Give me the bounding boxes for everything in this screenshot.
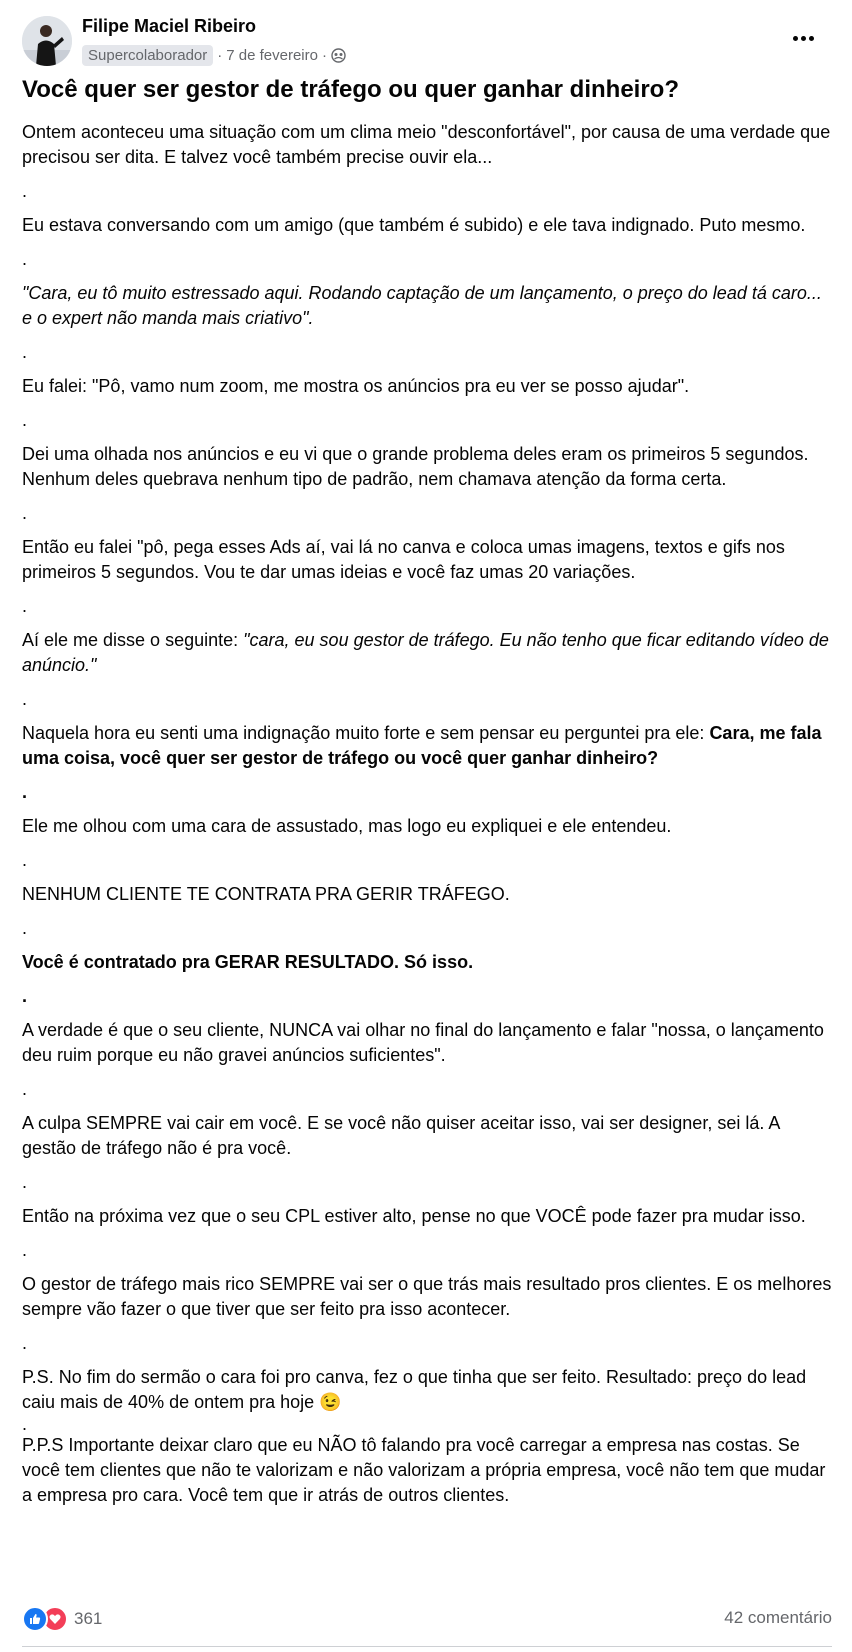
- paragraph: Ele me olhou com uma cara de assustado, mas logo eu expliquei e ele entendeu.: [22, 816, 672, 836]
- post-meta: [82, 42, 346, 68]
- post-footer: [22, 1598, 832, 1638]
- dot-separator: .: [22, 1172, 28, 1192]
- dot-separator: .: [22, 782, 28, 802]
- paragraph: O gestor de tráfego mais rico SEMPRE vai ser o que trás mais resultado pros clientes. E os melhores sempre vão fazer o que tiver que ser feito pra isso acontecer.: [22, 1274, 832, 1319]
- paragraph: [22, 628, 832, 678]
- paragraph: Dei uma olhada nos anúncios e eu vi que o grande problema deles eram os primeiros 5 segundos. Nenhum deles quebrava nenhum tipo de padrão, nem chamava atenção da forma certa.: [22, 444, 809, 489]
- post-header: [22, 14, 832, 72]
- dot-separator: .: [22, 596, 28, 616]
- bold-paragraph: Você é contratado pra GERAR RESULTADO. Só isso.: [22, 952, 474, 972]
- dot-separator: .: [22, 1240, 28, 1260]
- dot-separator: .: [22, 342, 28, 362]
- paragraph-text: Naquela hora eu senti uma indignação muito forte e sem pensar eu perguntei pra ele:: [22, 723, 710, 743]
- paragraph: Eu falei: "Pô, vamo num zoom, me mostra os anúncios pra eu ver se posso ajudar".: [22, 376, 690, 396]
- paragraph: P.P.S Importante deixar claro que eu NÃO tô falando pra você carregar a empresa nas costas. Se você tem clientes que não te valorizam e não valorizam a própria empresa, você não tem que mudar a empresa pro cara. Você tem que ir atrás de outros clientes.: [22, 1435, 826, 1505]
- meta-separator: ·: [217, 46, 223, 64]
- audience-group-icon: [331, 48, 346, 63]
- paragraph: NENHUM CLIENTE TE CONTRATA PRA GERIR TRÁFEGO.: [22, 884, 510, 904]
- paragraph: [22, 1365, 832, 1415]
- dot-separator: .: [22, 1079, 28, 1099]
- dot-separator: .: [22, 986, 28, 1006]
- dot-separator: .: [22, 503, 28, 523]
- quote-paragraph: "Cara, eu tô muito estressado aqui. Rodando captação de um lançamento, o preço do lead tá caro... e o expert não manda mais criativo".: [22, 283, 822, 328]
- dot-separator: .: [22, 1333, 28, 1353]
- quote-text: "cara, eu sou gestor de tráfego. Eu não tenho que ficar editando vídeo de anúncio.": [22, 630, 829, 675]
- avatar[interactable]: [22, 16, 72, 66]
- paragraph: Ontem aconteceu uma situação com um clima meio "desconfortável", por causa de uma verdade que precisou ser dita. E talvez você também precise ouvir ela...: [22, 122, 831, 167]
- reactions[interactable]: [22, 1606, 102, 1632]
- author-name[interactable]: Filipe Maciel Ribeiro: [82, 16, 257, 36]
- divider: [22, 1646, 832, 1647]
- dot-separator: .: [22, 918, 28, 938]
- post-date[interactable]: 7 de fevereiro: [226, 46, 318, 64]
- dot-separator: .: [22, 410, 28, 430]
- paragraph: [22, 721, 832, 771]
- avatar-photo-icon: [22, 16, 72, 66]
- like-reaction-icon: [22, 1606, 48, 1632]
- comments-count[interactable]: 42 comentário: [724, 1608, 832, 1627]
- dot-separator: .: [22, 181, 28, 201]
- paragraph: Então eu falei "pô, pega esses Ads aí, vai lá no canva e coloca umas imagens, textos e gifs nos primeiros 5 segundos. Vou te dar umas ideias e você faz umas 20 variações.: [22, 537, 785, 582]
- paragraph-text: P.S. No fim do sermão o cara foi pro canva, fez o que tinha que ser feito. Resultado: preço do lead caiu mais de 40% de ontem pra hoje: [22, 1367, 807, 1412]
- meta-separator: ·: [321, 46, 327, 64]
- post-title: Você quer ser gestor de tráfego ou quer ganhar dinheiro?: [22, 76, 679, 103]
- paragraph: A verdade é que o seu cliente, NUNCA vai olhar no final do lançamento e falar "nossa, o lançamento deu ruim porque eu não gravei anúncios suficientes".: [22, 1020, 824, 1065]
- dot-separator: .: [22, 689, 28, 709]
- contributor-badge[interactable]: Supercolaborador: [82, 45, 213, 66]
- bold-question: Cara, me fala uma coisa, você quer ser gestor de tráfego ou você quer ganhar dinheiro?: [22, 723, 822, 768]
- wink-emoji-icon: 😉: [319, 1392, 342, 1412]
- dot-separator: .: [22, 249, 28, 269]
- more-options-icon[interactable]: [788, 26, 818, 50]
- dot-separator: .: [22, 1414, 28, 1434]
- post-content: [22, 120, 832, 1508]
- paragraph: Eu estava conversando com um amigo (que também é subido) e ele tava indignado. Puto mesmo.: [22, 215, 806, 235]
- dot-separator: .: [22, 850, 28, 870]
- reactions-count[interactable]: 361: [74, 1609, 103, 1628]
- paragraph-text: Aí ele me disse o seguinte:: [22, 630, 244, 650]
- paragraph: A culpa SEMPRE vai cair em você. E se você não quiser aceitar isso, vai ser designer, sei lá. A gestão de tráfego não é pra você.: [22, 1113, 780, 1158]
- paragraph: Então na próxima vez que o seu CPL estiver alto, pense no que VOCÊ pode fazer pra mudar isso.: [22, 1206, 806, 1226]
